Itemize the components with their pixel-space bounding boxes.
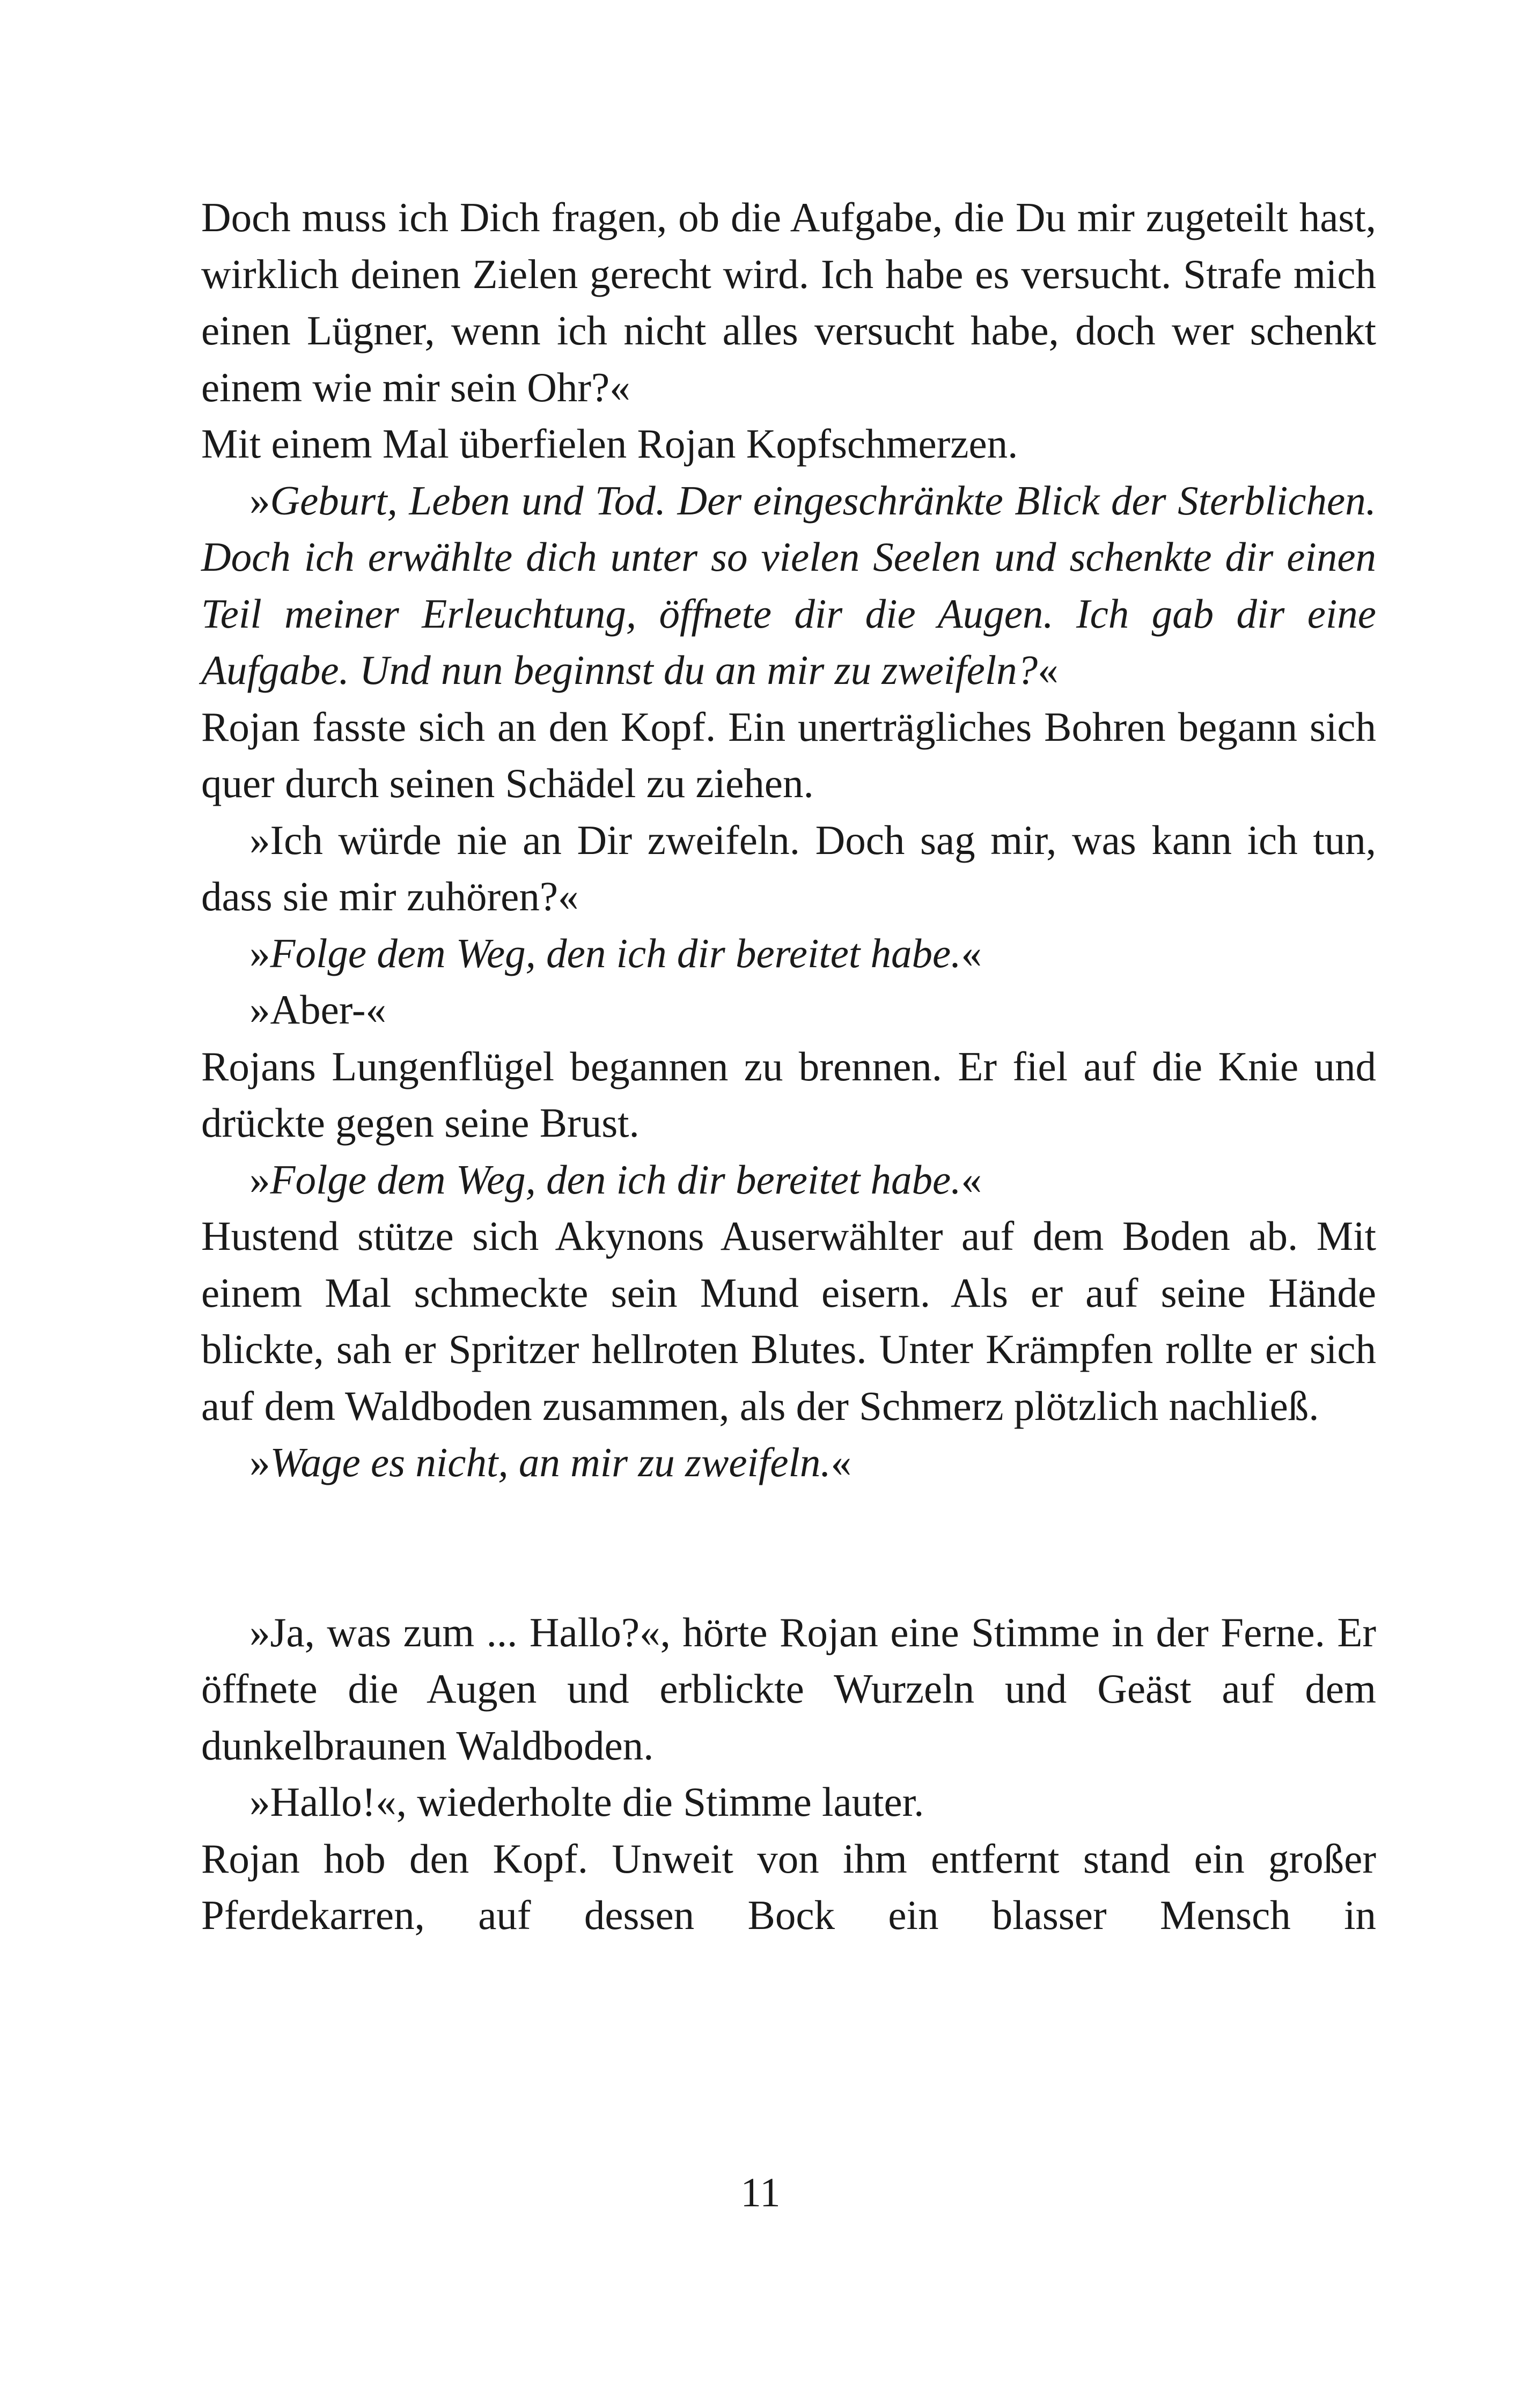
text-segment: »Ja, was zum ... Hallo?«, hörte Rojan eine Stimme in der Ferne. Er öffnete die Augen und erblickte Wurzeln und Geäst auf dem dunkelbraunen Waldboden. — [201, 1609, 1376, 1769]
paragraph — [201, 812, 1376, 925]
section-break — [201, 1491, 1376, 1604]
text-segment: Doch muss ich Dich fragen, ob die Aufgabe, die Du mir zugeteilt hast, wirklich deinen Zielen gerecht wird. Ich habe es versucht. Strafe mich einen Lügner, wenn ich nicht alles versucht habe, doch wer schenkt einem wie mir sein Ohr?« — [201, 194, 1376, 410]
text-segment: « — [961, 1156, 982, 1203]
text-segment: « — [1038, 647, 1059, 693]
paragraph — [201, 982, 1376, 1039]
text-segment: Rojan hob den Kopf. Unweit von ihm entfernt stand ein großer Pferdekarren, auf dessen Bock ein blasser Mensch in — [201, 1835, 1376, 1938]
text-segment: » — [249, 477, 270, 524]
text-segment: Rojan fasste sich an den Kopf. Ein unerträgliches Bohren begann sich quer durch seinen Schädel zu ziehen. — [201, 703, 1376, 806]
paragraph — [201, 189, 1376, 416]
paragraph — [201, 416, 1376, 473]
paragraph — [201, 1039, 1376, 1152]
text-segment: »Ich würde nie an Dir zweifeln. Doch sag mir, was kann ich tun, dass sie mir zuhören?« — [201, 816, 1376, 919]
paragraph — [201, 1152, 1376, 1209]
text-segment: » — [249, 1439, 270, 1485]
paragraph — [201, 1208, 1376, 1434]
text-segment: « — [961, 930, 982, 976]
text-segment: « — [831, 1439, 852, 1485]
page-number: 11 — [740, 2169, 781, 2215]
italic-text: Wage es nicht, an mir zu zweifeln. — [270, 1439, 831, 1485]
paragraph — [201, 699, 1376, 812]
italic-text: Folge dem Weg, den ich dir bereitet habe. — [270, 1156, 961, 1203]
paragraph — [201, 473, 1376, 699]
paragraph — [201, 1434, 1376, 1491]
text-segment: » — [249, 1156, 270, 1203]
body-text — [201, 189, 1376, 1944]
text-segment: Rojans Lungenflügel begannen zu brennen. Er fiel auf die Knie und drückte gegen seine Brust. — [201, 1043, 1376, 1146]
text-segment: Mit einem Mal überfielen Rojan Kopfschmerzen. — [201, 421, 1018, 467]
paragraph — [201, 1831, 1376, 1944]
text-segment: »Hallo!«, wiederholte die Stimme lauter. — [249, 1779, 924, 1825]
paragraph — [201, 1774, 1376, 1831]
paragraph — [201, 925, 1376, 982]
text-segment: » — [249, 930, 270, 976]
italic-text: Geburt, Leben und Tod. Der eingeschränkte Blick der Sterblichen. Doch ich erwählte dich unter so vielen Seelen und schenkte dir einen Teil meiner Erleuchtung, öffnete dir die Augen. Ich gab dir eine Aufgabe. Und nun beginnst du an mir zu zweifeln? — [201, 477, 1376, 693]
text-segment: Hustend stütze sich Akynons Auserwählter auf dem Boden ab. Mit einem Mal schmeckte sein Mund eisern. Als er auf seine Hände blickte, sah er Spritzer hellroten Blutes. Unter Krämpfen rollte er sich auf dem Waldboden zusammen, als der Schmerz plötzlich nachließ. — [201, 1213, 1376, 1429]
paragraph — [201, 1604, 1376, 1774]
italic-text: Folge dem Weg, den ich dir bereitet habe. — [270, 930, 961, 976]
text-segment: »Aber-« — [249, 986, 387, 1033]
